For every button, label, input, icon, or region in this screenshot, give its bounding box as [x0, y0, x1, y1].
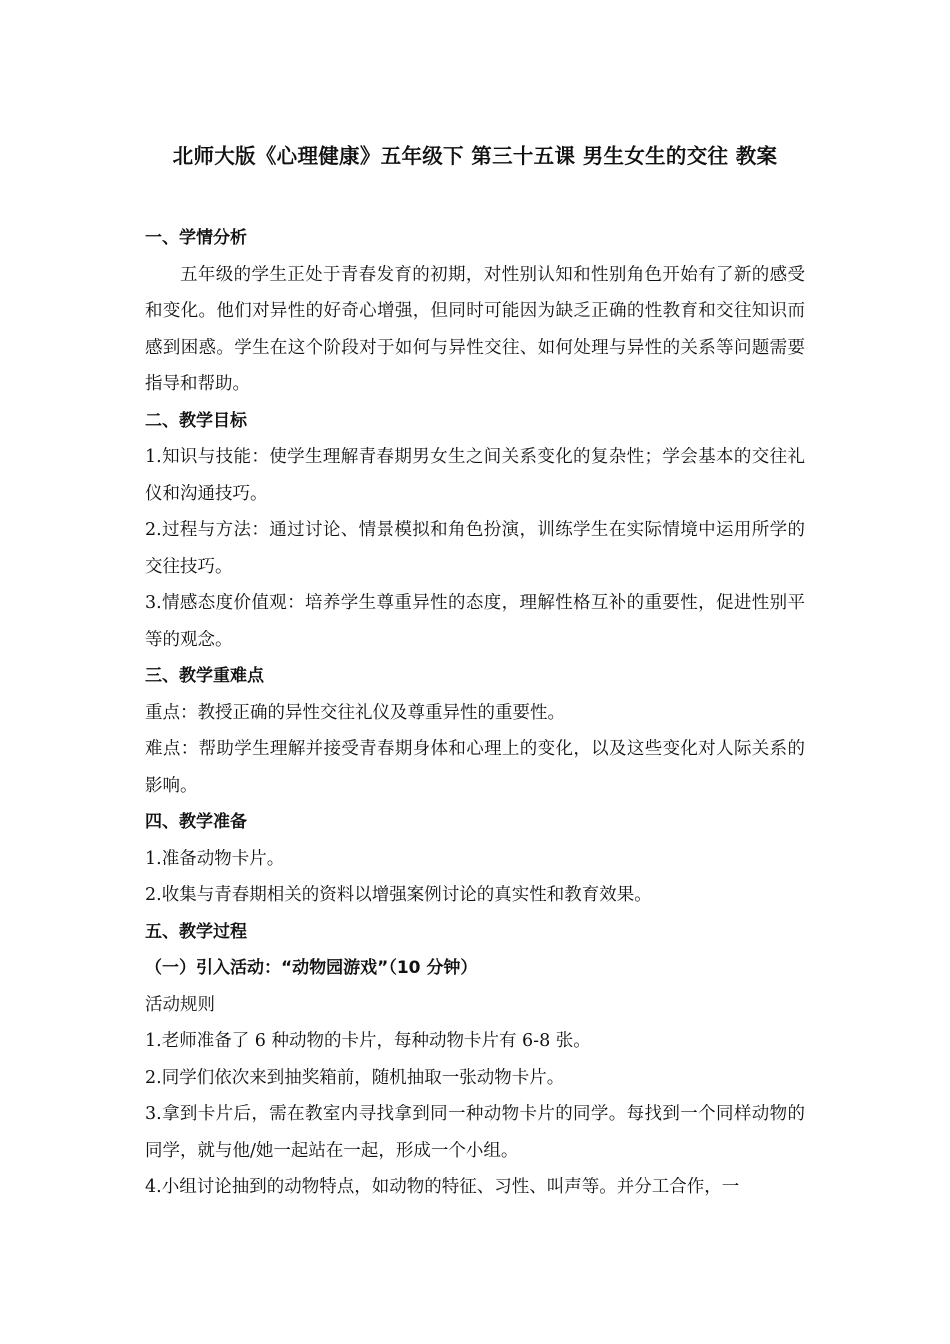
preparation-item: 2.收集与青春期相关的资料以增强案例讨论的真实性和教育效果。	[145, 885, 652, 905]
analysis-paragraph: 五年级的学生正处于青春发育的初期，对性别认知和性别角色开始有了新的感受和变化。他们对异性的好奇心增强，但同时可能因为缺乏正确的性教育和交往知识而感到困惑。学生在这个阶段对于如何与异性交往、如何处理与异性的关系等问题需要指导和帮助。	[145, 264, 805, 394]
document-title: 北师大版《心理健康》五年级下 第三十五课 男生女生的交往 教案	[172, 144, 778, 168]
section-heading-process: 五、教学过程	[145, 921, 247, 942]
rule-item: 1.老师准备了 6 种动物的卡片，每种动物卡片有 6-8 张。	[145, 1031, 591, 1051]
preparation-item: 1.准备动物卡片。	[145, 848, 285, 869]
section-heading-preparation: 四、教学准备	[145, 812, 247, 832]
rules-label: 活动规则	[145, 994, 215, 1015]
section-heading-key-points: 三、教学重难点	[145, 666, 264, 686]
document-body	[145, 220, 805, 1206]
goal-item: 3.情感态度价值观：培养学生尊重异性的态度，理解性格互补的重要性，促进性别平等的观念。	[145, 593, 805, 650]
rule-item: 2.同学们依次来到抽奖箱前，随机抽取一张动物卡片。	[145, 1067, 565, 1088]
key-point-item: 难点：帮助学生理解并接受青春期身体和心理上的变化，以及这些变化对人际关系的影响。	[145, 739, 805, 796]
section-heading-analysis: 一、学情分析	[145, 228, 247, 248]
key-point-item: 重点：教授正确的异性交往礼仪及尊重异性的重要性。	[145, 702, 565, 723]
rule-item: 3.拿到卡片后，需在教室内寻找拿到同一种动物卡片的同学。每找到一个同样动物的同学，就与他/她一起站在一起，形成一个小组。	[145, 1104, 805, 1161]
section-heading-goals: 二、教学目标	[145, 410, 247, 431]
goal-item: 2.过程与方法：通过讨论、情景模拟和角色扮演，训练学生在实际情境中运用所学的交往技巧。	[145, 520, 805, 577]
goal-item: 1.知识与技能：使学生理解青春期男女生之间关系变化的复杂性；学会基本的交往礼仪和沟通技巧。	[145, 447, 805, 504]
rule-item: 4.小组讨论抽到的动物特点，如动物的特征、习性、叫声等。并分工合作，一	[145, 1177, 740, 1197]
subsection-heading-intro-activity: （一）引入活动：“动物园游戏”（10 分钟）	[145, 958, 478, 978]
